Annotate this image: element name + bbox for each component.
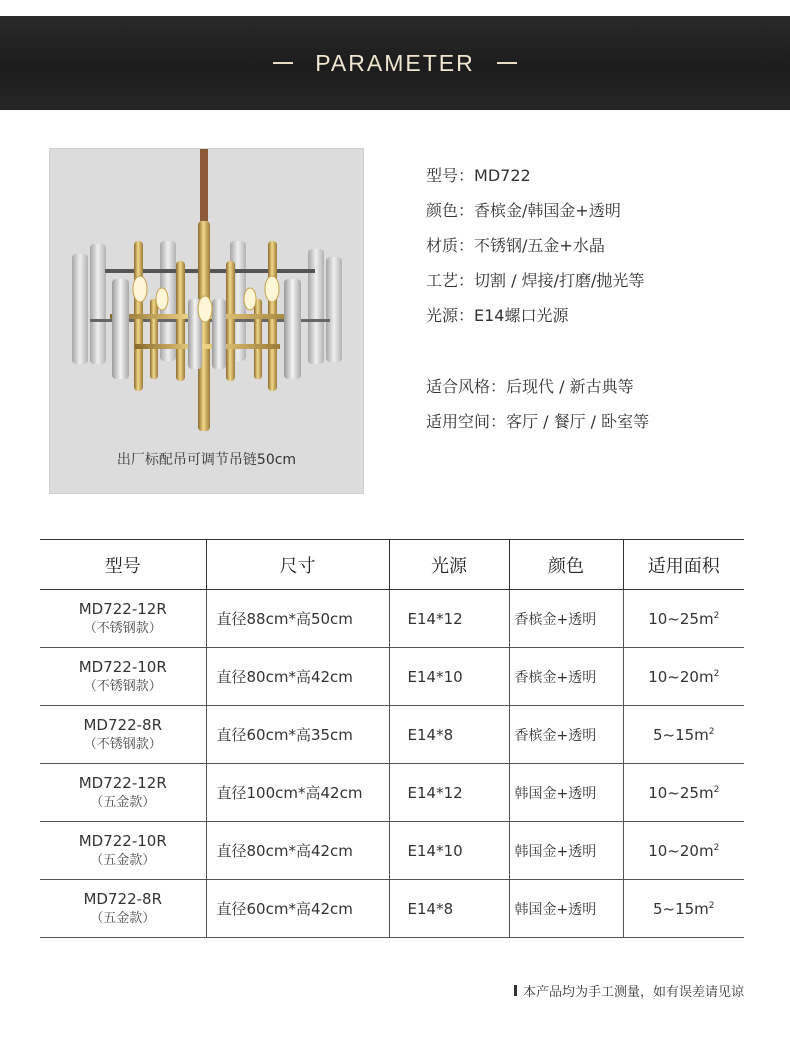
product-photo [49,148,364,494]
model-variant: （五金款） [90,852,156,868]
header-size: 尺寸 [206,540,389,590]
cell-size: 直径80cm*高42cm [206,822,389,880]
photo-caption: 出厂标配吊可调节吊链50cm [116,452,297,468]
model-code: MD722-10R [78,657,167,676]
model-variant: （五金款） [90,794,156,810]
cell-color: 香槟金+透明 [509,706,623,764]
chandelier-illustration [50,149,365,495]
cell-color: 香槟金+透明 [509,590,623,648]
note-marker [514,985,517,996]
spec-value: 切割 / 焊接/打磨/抛光等 [474,271,645,290]
cell-light: E14*8 [389,880,509,938]
model-variant: （五金款） [90,910,156,926]
spec-label: 光源： [426,306,475,325]
cell-light: E14*10 [389,822,509,880]
spec-value: E14螺口光源 [474,306,569,325]
spec-style [426,375,649,410]
spec-label: 型号： [426,166,475,185]
table-row [40,822,744,880]
gold-tubes [110,221,300,431]
spec-label: 工艺： [426,271,475,290]
cell-size: 直径100cm*高42cm [206,764,389,822]
area-unit-sup: 2 [708,726,715,737]
cell-light: E14*12 [389,590,509,648]
table-row [40,764,744,822]
cell-area [623,648,744,706]
header-light: 光源 [389,540,509,590]
spec-value: 香槟金/韩国金+透明 [474,201,621,220]
cell-model [40,648,206,706]
cell-area [623,706,744,764]
spec-label: 颜色： [426,201,475,220]
model-code: MD722-8R [83,715,162,734]
model-code: MD722-12R [78,773,167,792]
area-value: 5~15m [652,725,709,744]
spec-space [426,410,649,445]
cell-light: E14*12 [389,764,509,822]
cell-model [40,764,206,822]
area-unit-sup: 2 [708,900,715,911]
spec-value: 客厅 / 餐厅 / 卧室等 [506,412,650,431]
spec-model [426,164,649,199]
cell-color: 韩国金+透明 [509,764,623,822]
spec-list [426,164,649,445]
model-code: MD722-8R [83,889,162,908]
cell-model [40,590,206,648]
cell-area [623,764,744,822]
spec-value: MD722 [474,166,531,185]
cell-color: 韩国金+透明 [509,880,623,938]
table-row [40,648,744,706]
cell-model [40,880,206,938]
spec-craft [426,269,649,304]
area-value: 10~25m [648,609,714,628]
model-variant: （不锈钢款） [83,678,162,694]
footer-note [514,981,744,1000]
model-variant: （不锈钢款） [83,620,162,636]
title-dash-left [273,62,293,64]
header-model: 型号 [40,540,206,590]
cell-area [623,822,744,880]
area-value: 10~20m [648,667,714,686]
parameter-table [40,539,744,938]
table-header-row [40,540,744,590]
area-unit-sup: 2 [713,610,720,621]
spec-label: 适合风格： [426,377,507,396]
area-unit-sup: 2 [713,784,720,795]
cell-size: 直径88cm*高50cm [206,590,389,648]
model-code: MD722-10R [78,831,167,850]
header-area: 适用面积 [623,540,744,590]
chain [200,149,208,221]
cell-size: 直径60cm*高42cm [206,880,389,938]
cell-light: E14*8 [389,706,509,764]
spec-value: 后现代 / 新古典等 [506,377,634,396]
cell-size: 直径60cm*高35cm [206,706,389,764]
cell-light: E14*10 [389,648,509,706]
page-title: PARAMETER [315,49,475,76]
spec-label: 适用空间： [426,412,507,431]
model-variant: （不锈钢款） [83,736,162,752]
spec-material [426,234,649,269]
cell-model [40,822,206,880]
cell-area [623,590,744,648]
table-row [40,880,744,938]
area-unit-sup: 2 [713,842,720,853]
spec-light-source [426,304,649,339]
spec-value: 不锈钢/五金+水晶 [474,236,605,255]
area-unit-sup: 2 [713,668,720,679]
model-code: MD722-12R [78,599,167,618]
cell-model [40,706,206,764]
spec-gap [426,339,649,375]
cell-area [623,880,744,938]
table-row [40,590,744,648]
area-value: 5~15m [652,899,709,918]
cell-color: 香槟金+透明 [509,648,623,706]
spec-color [426,199,649,234]
area-value: 10~20m [648,841,714,860]
header-color: 颜色 [509,540,623,590]
table-row [40,706,744,764]
spec-label: 材质： [426,236,475,255]
area-value: 10~25m [648,783,714,802]
cell-color: 韩国金+透明 [509,822,623,880]
cell-size: 直径80cm*高42cm [206,648,389,706]
title-dash-right [497,62,517,64]
note-text: 本产品均为手工测量，如有误差请见谅 [522,985,744,1000]
header-banner [0,16,790,110]
